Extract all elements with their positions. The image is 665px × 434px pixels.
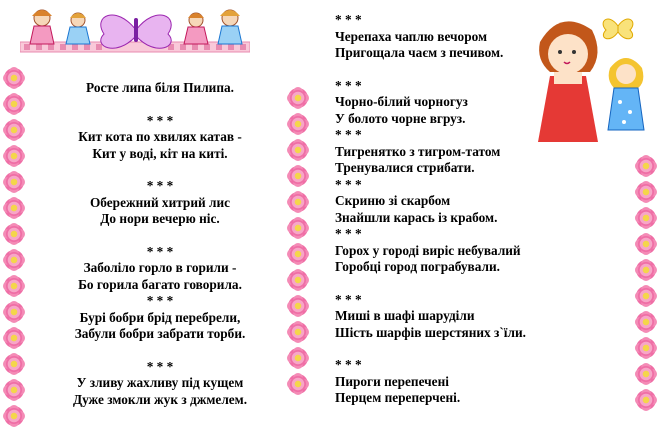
poem-line: Шість шарфів шерстяних з`їли. xyxy=(335,324,526,340)
separator: * * * xyxy=(146,358,174,374)
separator: * * * xyxy=(335,226,362,241)
flower-icon xyxy=(4,68,24,88)
poem-line: Черепаха чаплю вечором xyxy=(335,28,488,44)
poem-line: У зливу жахливу під кущем xyxy=(76,375,244,390)
flower-icon xyxy=(636,182,656,202)
flower-icon xyxy=(288,192,308,212)
doll-icon xyxy=(66,13,90,44)
separator: * * * xyxy=(335,176,362,192)
flower-border-right xyxy=(636,156,656,410)
poem-line: Скриню зі скарбом xyxy=(335,193,451,208)
separator: * * * xyxy=(335,357,362,372)
flower-icon xyxy=(636,208,656,228)
poem-line: Пироги перепечені xyxy=(335,373,449,389)
poem-line: Горох у городі виріс небувалий xyxy=(335,242,521,258)
poem-line: Кит у воді, кіт на киті. xyxy=(92,145,228,161)
poem-line: Чорно-білий чорногуз xyxy=(335,94,468,109)
doll-icon xyxy=(184,13,208,44)
separator: * * * xyxy=(335,291,362,307)
flower-icon xyxy=(4,328,24,348)
flower-icon xyxy=(4,120,24,140)
flower-icon xyxy=(4,406,24,426)
flower-icon xyxy=(636,364,656,384)
separator: * * * xyxy=(335,12,362,27)
flower-icon xyxy=(4,198,24,218)
flower-icon xyxy=(636,260,656,280)
doll-icon xyxy=(30,10,54,44)
flower-icon xyxy=(4,302,24,322)
doll-banner xyxy=(20,4,250,62)
doll-icon xyxy=(608,58,644,130)
poem-line: Кит кота по хвилях катав - xyxy=(78,129,242,144)
doll-icon xyxy=(218,10,242,44)
girl-icon xyxy=(538,21,598,142)
separator: * * * xyxy=(146,293,174,308)
flower-icon xyxy=(636,156,656,176)
flower-border-middle xyxy=(288,88,308,394)
butterfly-icon xyxy=(603,19,633,39)
flower-icon xyxy=(288,218,308,238)
poem-line: Забули бобри забрати торби. xyxy=(74,326,246,341)
flower-border-left xyxy=(4,68,24,426)
flower-icon xyxy=(636,338,656,358)
poem-line: Миші в шафі шаруділи xyxy=(335,308,475,323)
flower-icon xyxy=(4,276,24,296)
poem-line: Перцем переперчені. xyxy=(335,390,461,405)
poem-line: Росте липа біля Пилипа. xyxy=(86,80,234,95)
separator: * * * xyxy=(335,77,362,93)
poem-line: Заболіло горло в горили - xyxy=(83,260,237,275)
poem-line: Бо горила багато говорила. xyxy=(78,276,242,292)
flower-icon xyxy=(4,172,24,192)
girls-with-doll-illustration xyxy=(520,2,662,152)
flower-icon xyxy=(288,88,308,108)
flower-icon xyxy=(636,234,656,254)
poem-line: Знайшли карась із крабом. xyxy=(335,209,498,225)
flower-icon xyxy=(4,224,24,244)
poem-line: Горобці город пограбували. xyxy=(335,259,500,274)
flower-icon xyxy=(288,322,308,342)
poem-line: Дуже змокли жук з джмелем. xyxy=(72,391,248,407)
flower-icon xyxy=(288,114,308,134)
poem-line: Обережний хитрий лис xyxy=(89,194,231,210)
poem-line: До нори вечерю ніс. xyxy=(100,211,220,226)
flower-icon xyxy=(4,380,24,400)
poem-line: Тренувалися стрибати. xyxy=(335,160,475,175)
ribbon-icon xyxy=(20,42,250,52)
flower-icon xyxy=(288,244,308,264)
poem-line: Бурі бобри брід перебрели, xyxy=(79,309,241,325)
flower-icon xyxy=(636,390,656,410)
separator: * * * xyxy=(146,112,174,128)
separator: * * * xyxy=(146,178,174,193)
flower-icon xyxy=(288,348,308,368)
flower-icon xyxy=(288,296,308,316)
flower-icon xyxy=(4,250,24,270)
poem-line: Тигренятко з тигром-татом xyxy=(335,143,501,159)
separator: * * * xyxy=(146,243,174,259)
flower-icon xyxy=(288,166,308,186)
flower-icon xyxy=(4,146,24,166)
flower-icon xyxy=(288,140,308,160)
separator: * * * xyxy=(335,127,362,142)
flower-icon xyxy=(4,94,24,114)
flower-icon xyxy=(636,286,656,306)
right-column xyxy=(335,12,535,407)
flower-icon xyxy=(288,374,308,394)
flower-icon xyxy=(636,312,656,332)
poem-line: У болото чорне вгруз. xyxy=(335,110,466,126)
flower-icon xyxy=(4,354,24,374)
left-column xyxy=(44,80,276,408)
flower-icon xyxy=(288,270,308,290)
poem-line: Пригощала чаєм з печивом. xyxy=(335,45,504,60)
